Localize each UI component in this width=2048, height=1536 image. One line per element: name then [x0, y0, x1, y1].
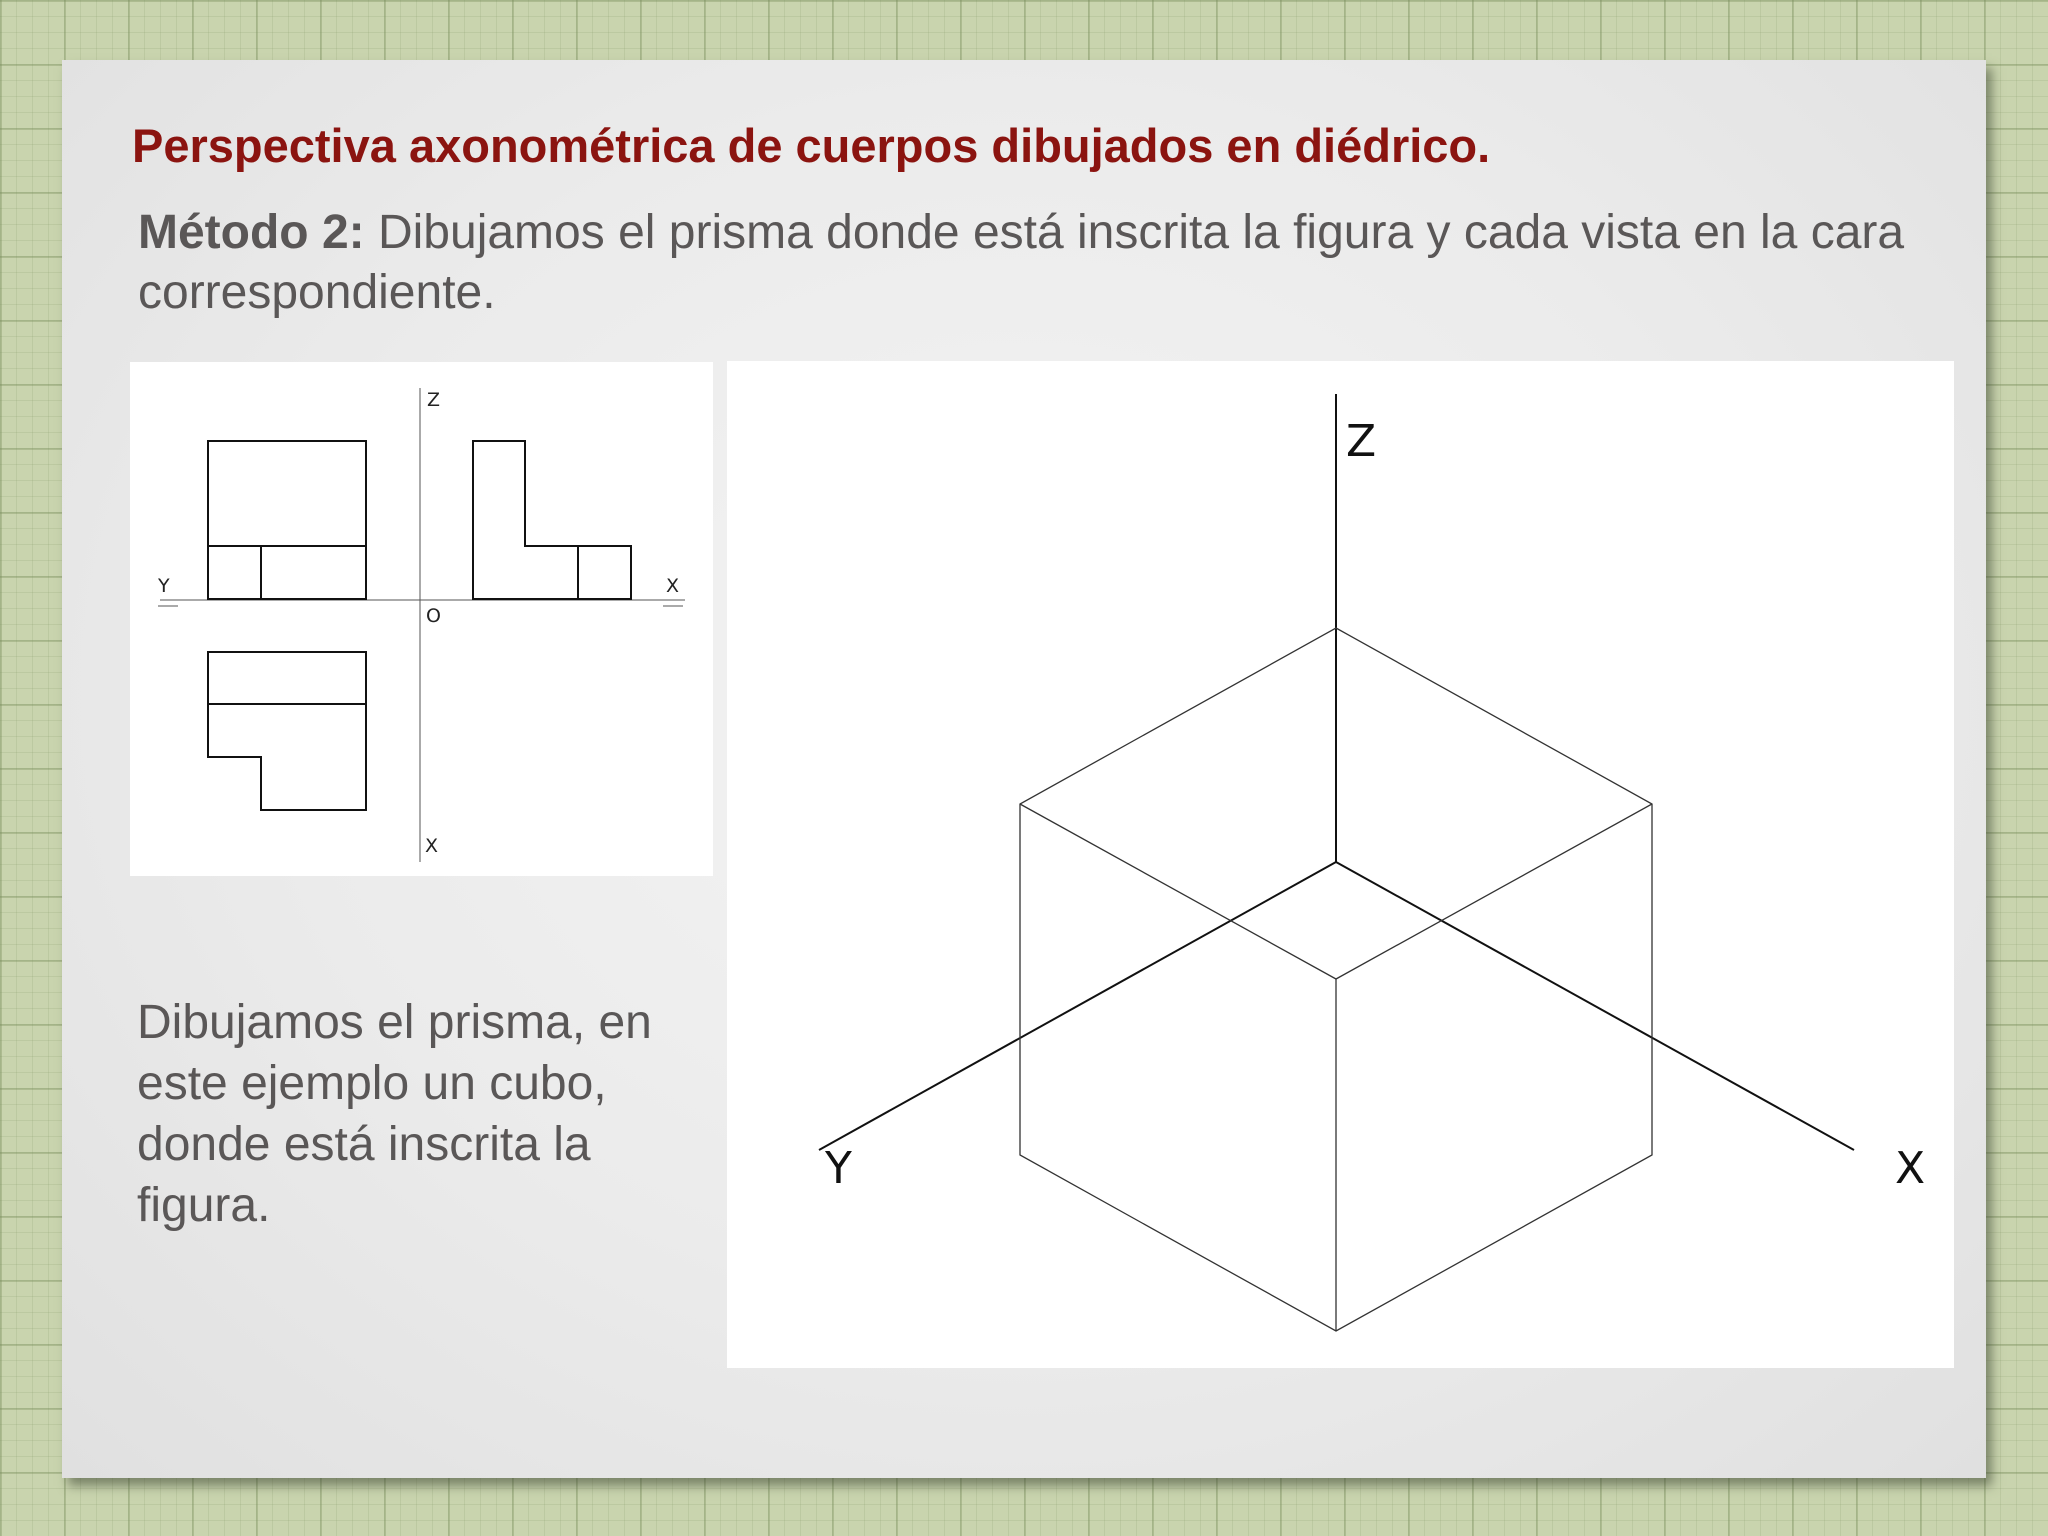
axonometric-diagram: [727, 361, 1954, 1368]
dihedral-label-z: Z: [427, 389, 441, 411]
x-axis-line: [1336, 862, 1854, 1150]
axo-label-y: Y: [825, 1143, 852, 1194]
top-view-outline: [208, 652, 366, 810]
axo-label-x: X: [1895, 1143, 1926, 1194]
dihedral-label-x-bottom: X: [425, 835, 439, 857]
axonometric-panel: [727, 361, 1954, 1368]
dihedral-views-diagram: [130, 362, 713, 876]
dihedral-label-origin: O: [426, 605, 441, 627]
front-view-outline: [208, 441, 366, 599]
slide: [62, 60, 1986, 1478]
cube-edge-front-left: [1020, 804, 1336, 979]
dihedral-views-panel: [130, 362, 713, 876]
y-axis-line: [819, 862, 1336, 1150]
slide-title: Perspectiva axonométrica de cuerpos dibujados en diédrico.: [132, 119, 1491, 172]
method-text: Dibujamos el prisma donde está inscrita la figura y cada vista en la cara correspondiente.: [138, 206, 1905, 319]
dihedral-label-x-right: X: [666, 575, 680, 597]
explanation-text: Dibujamos el prisma, en este ejemplo un cubo, donde está inscrita la figura.: [137, 996, 652, 1232]
dihedral-label-y: Y: [158, 575, 170, 597]
method-label: Método 2:: [138, 206, 365, 259]
cube-edge-front-right: [1336, 804, 1652, 979]
side-view-outline: [473, 441, 631, 599]
axo-label-z: Z: [1346, 416, 1377, 467]
method-description: [138, 203, 1938, 323]
